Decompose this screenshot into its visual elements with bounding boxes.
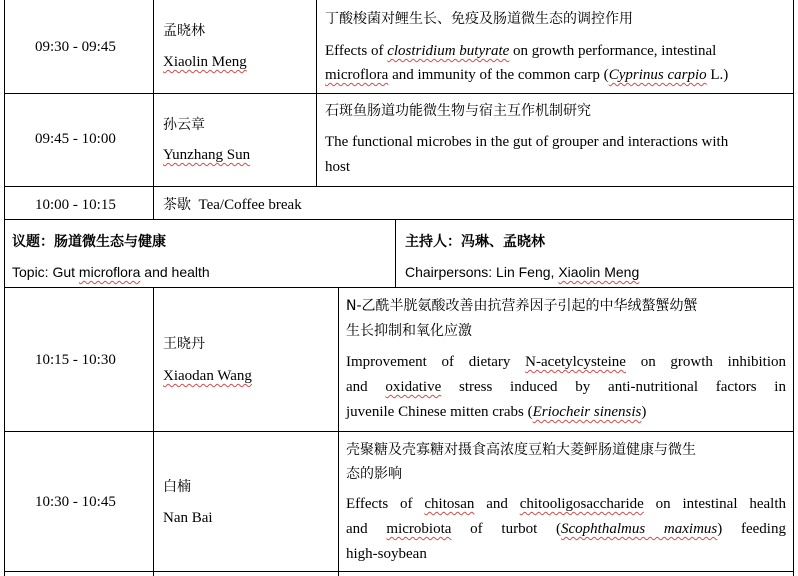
text: and health xyxy=(140,264,210,280)
speaker-name-en: Nan Bai xyxy=(163,510,213,526)
talk-title-en-line xyxy=(346,377,786,397)
session-time: 09:30 - 09:45 xyxy=(35,39,116,55)
session-time: 10:15 - 10:30 xyxy=(35,352,116,368)
text: and xyxy=(346,379,386,395)
break-label-en: Tea/Coffee break xyxy=(198,197,302,213)
text: L.) xyxy=(706,67,729,83)
session-time: 10:00 - 10:15 xyxy=(35,197,116,213)
text: and xyxy=(474,496,520,512)
text: Effects of xyxy=(346,496,425,512)
session-chair-en xyxy=(405,262,639,282)
talk-title-en-line: high-soybean xyxy=(346,546,427,562)
text: ) xyxy=(641,404,647,420)
text: Improvement of dietary xyxy=(346,354,526,370)
talk-title-en-line xyxy=(325,65,728,85)
talk-title-en-line: The functional microbes in the gut of grouper and interactions with xyxy=(325,134,729,150)
species-italic: Eriocheir sinensis xyxy=(532,404,642,420)
text: microflora xyxy=(78,264,141,280)
talk-title-en-line: host xyxy=(325,159,351,175)
row-divider xyxy=(4,186,794,187)
text: of turbot ( xyxy=(451,521,561,537)
border-left xyxy=(4,0,5,576)
break-label xyxy=(163,195,302,215)
talk-title-zh: N-乙酰半胱氨酸改善由抗营养因子引起的中华绒螯蟹幼蟹 xyxy=(346,298,698,314)
speaker-name-zh: 孟晓林 xyxy=(163,23,205,39)
text: stress induced by anti-nutritional factors in xyxy=(441,379,786,395)
talk-title-zh: 生长抑制和氧化应激 xyxy=(346,323,472,339)
talk-title-zh: 石斑鱼肠道功能微生物与宿主互作机制研究 xyxy=(325,103,591,119)
speaker-name-en: Yunzhang Sun xyxy=(163,147,251,163)
text: microbiota xyxy=(386,521,452,537)
talk-title-en-line xyxy=(346,494,786,514)
speaker-name-zh: 孙云章 xyxy=(163,117,205,133)
talk-title-en-line xyxy=(346,402,646,422)
row-divider xyxy=(4,571,794,572)
text: juvenile Chinese mitten crabs ( xyxy=(346,404,533,420)
session-time: 10:30 - 10:45 xyxy=(35,494,116,510)
text: microflora xyxy=(325,67,389,83)
text: ) feeding xyxy=(717,521,786,537)
session-topic-en xyxy=(12,262,210,282)
speaker-name-en: Xiaodan Wang xyxy=(163,368,252,384)
speaker-name-en: Xiaolin Meng xyxy=(163,54,247,70)
session-topic-zh: 议题：肠道微生态与健康 xyxy=(12,234,166,250)
speaker-name-zh: 王晓丹 xyxy=(163,336,205,352)
text: on growth performance, intestinal xyxy=(509,43,717,59)
text: N-acetylcysteine xyxy=(525,354,626,370)
speaker-name-zh: 白楠 xyxy=(163,479,191,495)
species-italic: Cyprinus carpio xyxy=(608,67,707,83)
row-divider xyxy=(4,431,794,432)
text: Xiaolin Meng xyxy=(558,264,640,280)
species-italic: clostridium butyrate xyxy=(387,43,510,59)
species-italic: Scophthalmus maximus xyxy=(561,521,718,537)
session-time: 09:45 - 10:00 xyxy=(35,131,116,147)
talk-title-en-line xyxy=(346,352,786,372)
row-divider xyxy=(4,287,794,288)
text: oxidative xyxy=(385,379,442,395)
talk-title-en-line xyxy=(346,519,786,539)
text: on intestinal health xyxy=(643,496,786,512)
talk-title-zh: 态的影响 xyxy=(346,466,402,482)
text: Effects of xyxy=(325,43,388,59)
session-chair-zh: 主持人：冯琳、孟晓林 xyxy=(405,234,545,250)
row-divider xyxy=(4,219,794,220)
break-label-zh: 茶歇 xyxy=(163,197,191,213)
row-divider xyxy=(4,93,794,94)
text: chitooligosaccharide xyxy=(519,496,644,512)
border-right xyxy=(793,0,794,576)
text: and xyxy=(346,521,387,537)
text: chitosan xyxy=(424,496,475,512)
talk-title-zh: 丁酸梭菌对鲤生长、免疫及肠道微生态的调控作用 xyxy=(325,11,633,27)
talk-title-en-line xyxy=(325,41,785,61)
text: Chairpersons: Lin Feng, xyxy=(405,264,559,280)
talk-title-zh: 壳聚糖及壳寡糖对摄食高浓度豆粕大菱鲆肠道健康与微生 xyxy=(346,442,696,458)
text: Topic: Gut xyxy=(12,264,79,280)
text: on growth inhibition xyxy=(625,354,786,370)
col-divider-session xyxy=(395,219,396,287)
text: and immunity of the common carp ( xyxy=(388,67,609,83)
